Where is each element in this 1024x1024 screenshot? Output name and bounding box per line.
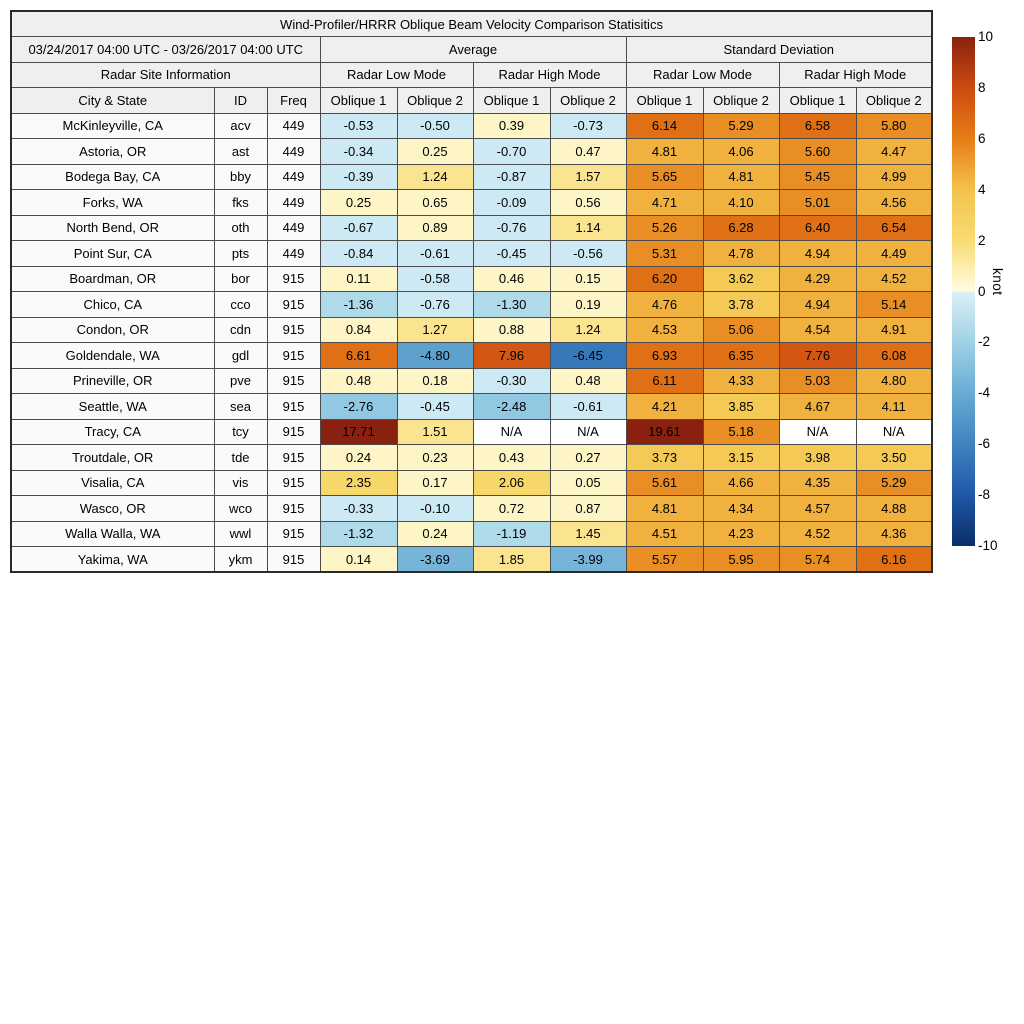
value-cell: 4.11 [856,394,932,420]
value-cell: 3.73 [626,445,703,471]
value-cell: 4.35 [779,470,856,496]
colorbar-tick-label: 4 [978,181,986,197]
freq-cell: 449 [267,190,320,216]
value-cell: 6.28 [703,215,779,241]
value-cell: 3.98 [779,445,856,471]
value-cell: -0.50 [397,113,473,139]
city-col-header: City & State [11,88,214,114]
value-cell: 3.78 [703,292,779,318]
value-cell: 5.29 [703,113,779,139]
value-cell: 0.88 [473,317,550,343]
value-cell: 4.91 [856,317,932,343]
value-cell: -0.53 [320,113,397,139]
value-cell: 4.88 [856,496,932,522]
table-row [11,368,932,394]
value-cell: 4.36 [856,521,932,547]
value-cell: 6.61 [320,343,397,369]
freq-cell: 915 [267,343,320,369]
average-group-header: Average [320,37,626,63]
freq-col-header: Freq [267,88,320,114]
table-title: Wind-Profiler/HRRR Oblique Beam Velocity Comparison Statisitics [11,11,932,37]
value-cell: 4.34 [703,496,779,522]
value-cell: -0.10 [397,496,473,522]
city-cell: Astoria, OR [11,139,214,165]
avg-low-mode-header: Radar Low Mode [320,62,473,88]
table-row [11,547,932,573]
value-cell: -1.36 [320,292,397,318]
freq-cell: 449 [267,113,320,139]
value-cell: 5.31 [626,241,703,267]
site-id-cell: tde [214,445,267,471]
table-row [11,343,932,369]
value-cell: -0.87 [473,164,550,190]
value-cell: 4.52 [779,521,856,547]
value-cell: 4.49 [856,241,932,267]
value-cell: 5.61 [626,470,703,496]
freq-cell: 449 [267,215,320,241]
value-cell: 4.23 [703,521,779,547]
value-cell: 19.61 [626,419,703,445]
value-cell: 4.67 [779,394,856,420]
value-cell: 5.01 [779,190,856,216]
colorbar-tick-label: -8 [978,487,991,503]
city-cell: Wasco, OR [11,496,214,522]
colorbar-tick-label: -6 [978,436,991,452]
freq-cell: 449 [267,241,320,267]
freq-cell: 449 [267,139,320,165]
oblique2-col-header: Oblique 2 [397,88,473,114]
value-cell: 0.24 [320,445,397,471]
value-cell: -0.09 [473,190,550,216]
value-cell: -0.61 [550,394,626,420]
value-cell: N/A [856,419,932,445]
value-cell: 4.94 [779,292,856,318]
value-cell: 5.80 [856,113,932,139]
freq-cell: 915 [267,368,320,394]
avg-high-mode-header: Radar High Mode [473,62,626,88]
value-cell: 5.45 [779,164,856,190]
site-id-cell: wco [214,496,267,522]
value-cell: 1.57 [550,164,626,190]
freq-cell: 915 [267,419,320,445]
table-row [11,266,932,292]
value-cell: 0.87 [550,496,626,522]
value-cell: 4.71 [626,190,703,216]
oblique1-col-header: Oblique 1 [320,88,397,114]
site-info-header: Radar Site Information [11,62,320,88]
value-cell: -3.69 [397,547,473,573]
city-cell: Chico, CA [11,292,214,318]
city-cell: Seattle, WA [11,394,214,420]
value-cell: 7.96 [473,343,550,369]
value-cell: 0.27 [550,445,626,471]
value-cell: -0.73 [550,113,626,139]
site-id-cell: cco [214,292,267,318]
value-cell: -0.45 [397,394,473,420]
oblique1-col-header: Oblique 1 [473,88,550,114]
value-cell: 4.29 [779,266,856,292]
stddev-group-header: Standard Deviation [626,37,932,63]
value-cell: 0.05 [550,470,626,496]
colorbar-tick-label: -2 [978,334,991,350]
value-cell: 5.57 [626,547,703,573]
colorbar-tick-label: -10 [978,538,998,553]
city-cell: North Bend, OR [11,215,214,241]
value-cell: 4.80 [856,368,932,394]
value-cell: -2.76 [320,394,397,420]
colorbar-unit-label: knot [990,268,1005,296]
table-row [11,113,932,139]
value-cell: 5.03 [779,368,856,394]
table-row [11,445,932,471]
value-cell: -0.61 [397,241,473,267]
value-cell: 4.81 [626,139,703,165]
city-cell: Prineville, OR [11,368,214,394]
freq-cell: 915 [267,394,320,420]
value-cell: 0.48 [320,368,397,394]
period-group-row [11,37,932,63]
value-cell: 0.17 [397,470,473,496]
table-row [11,496,932,522]
colorbar-tick-label: 2 [978,232,986,248]
freq-cell: 915 [267,292,320,318]
colorbar [952,37,975,546]
value-cell: 4.78 [703,241,779,267]
colorbar-tick-label: 10 [978,29,994,44]
colorbar-tick-label: 6 [978,130,986,146]
value-cell: 4.66 [703,470,779,496]
city-cell: Point Sur, CA [11,241,214,267]
value-cell: 1.85 [473,547,550,573]
value-cell: -0.58 [397,266,473,292]
value-cell: -1.32 [320,521,397,547]
stats-table [10,10,933,573]
value-cell: 6.14 [626,113,703,139]
value-cell: 5.18 [703,419,779,445]
oblique1-col-header: Oblique 1 [779,88,856,114]
value-cell: 4.81 [626,496,703,522]
freq-cell: 915 [267,470,320,496]
value-cell: 1.24 [397,164,473,190]
value-cell: 3.15 [703,445,779,471]
table-row [11,215,932,241]
value-cell: 4.52 [856,266,932,292]
value-cell: 4.51 [626,521,703,547]
value-cell: 4.94 [779,241,856,267]
freq-cell: 915 [267,521,320,547]
value-cell: N/A [473,419,550,445]
city-cell: Forks, WA [11,190,214,216]
value-cell: -0.56 [550,241,626,267]
colorbar-tick-label: 8 [978,79,986,95]
city-cell: Goldendale, WA [11,343,214,369]
colorbar-gradient [952,37,975,546]
city-cell: Tracy, CA [11,419,214,445]
value-cell: 5.95 [703,547,779,573]
oblique2-col-header: Oblique 2 [856,88,932,114]
value-cell: 4.54 [779,317,856,343]
value-cell: 0.25 [320,190,397,216]
table-row [11,394,932,420]
value-cell: -0.84 [320,241,397,267]
value-cell: 6.35 [703,343,779,369]
freq-cell: 915 [267,547,320,573]
table-row [11,470,932,496]
value-cell: 4.10 [703,190,779,216]
oblique2-col-header: Oblique 2 [703,88,779,114]
value-cell: 0.48 [550,368,626,394]
value-cell: 5.26 [626,215,703,241]
value-cell: 6.54 [856,215,932,241]
sd-high-mode-header: Radar High Mode [779,62,932,88]
value-cell: 4.81 [703,164,779,190]
city-cell: Yakima, WA [11,547,214,573]
site-id-cell: acv [214,113,267,139]
city-cell: Boardman, OR [11,266,214,292]
site-id-cell: bor [214,266,267,292]
value-cell: 6.40 [779,215,856,241]
value-cell: 4.53 [626,317,703,343]
id-col-header: ID [214,88,267,114]
sd-low-mode-header: Radar Low Mode [626,62,779,88]
colorbar-tick-label: 0 [978,283,986,299]
value-cell: 6.08 [856,343,932,369]
table-row [11,521,932,547]
value-cell: 1.24 [550,317,626,343]
freq-cell: 915 [267,317,320,343]
city-cell: Visalia, CA [11,470,214,496]
value-cell: -0.70 [473,139,550,165]
value-cell: 0.46 [473,266,550,292]
value-cell: 6.11 [626,368,703,394]
city-cell: Condon, OR [11,317,214,343]
value-cell: 6.58 [779,113,856,139]
value-cell: 1.45 [550,521,626,547]
value-cell: -1.19 [473,521,550,547]
value-cell: -1.30 [473,292,550,318]
freq-cell: 915 [267,266,320,292]
value-cell: 17.71 [320,419,397,445]
value-cell: 0.72 [473,496,550,522]
value-cell: 1.27 [397,317,473,343]
value-cell: -0.33 [320,496,397,522]
site-id-cell: cdn [214,317,267,343]
site-id-cell: ast [214,139,267,165]
value-cell: 0.19 [550,292,626,318]
table-row [11,190,932,216]
title-row [11,11,932,37]
site-id-cell: tcy [214,419,267,445]
value-cell: 4.57 [779,496,856,522]
value-cell: 1.14 [550,215,626,241]
value-cell: -3.99 [550,547,626,573]
value-cell: -0.39 [320,164,397,190]
value-cell: 0.43 [473,445,550,471]
value-cell: 6.16 [856,547,932,573]
value-cell: 6.20 [626,266,703,292]
site-id-cell: oth [214,215,267,241]
site-id-cell: ykm [214,547,267,573]
site-id-cell: wwl [214,521,267,547]
value-cell: 2.35 [320,470,397,496]
freq-cell: 915 [267,496,320,522]
value-cell: 4.33 [703,368,779,394]
value-cell: 0.65 [397,190,473,216]
value-cell: 0.24 [397,521,473,547]
site-id-cell: pts [214,241,267,267]
site-id-cell: gdl [214,343,267,369]
value-cell: 3.62 [703,266,779,292]
value-cell: 0.23 [397,445,473,471]
value-cell: 0.15 [550,266,626,292]
colorbar-tick-label: -4 [978,385,991,401]
table-row [11,292,932,318]
site-id-cell: sea [214,394,267,420]
table-row [11,164,932,190]
city-cell: Walla Walla, WA [11,521,214,547]
value-cell: 0.11 [320,266,397,292]
value-cell: 6.93 [626,343,703,369]
value-cell: 3.50 [856,445,932,471]
value-cell: 5.06 [703,317,779,343]
value-cell: 2.06 [473,470,550,496]
value-cell: 0.89 [397,215,473,241]
value-cell: N/A [779,419,856,445]
value-cell: 1.51 [397,419,473,445]
value-cell: -0.30 [473,368,550,394]
freq-cell: 449 [267,164,320,190]
table-row [11,241,932,267]
value-cell: 5.65 [626,164,703,190]
value-cell: 4.99 [856,164,932,190]
city-cell: Troutdale, OR [11,445,214,471]
city-cell: McKinleyville, CA [11,113,214,139]
table-row [11,419,932,445]
period-label: 03/24/2017 04:00 UTC - 03/26/2017 04:00 UTC [11,37,320,63]
value-cell: 4.21 [626,394,703,420]
value-cell: -0.34 [320,139,397,165]
site-id-cell: vis [214,470,267,496]
mode-row [11,62,932,88]
value-cell: 0.18 [397,368,473,394]
value-cell: -2.48 [473,394,550,420]
city-cell: Bodega Bay, CA [11,164,214,190]
freq-cell: 915 [267,445,320,471]
value-cell: -6.45 [550,343,626,369]
value-cell: 4.06 [703,139,779,165]
value-cell: 0.47 [550,139,626,165]
value-cell: -0.76 [397,292,473,318]
oblique1-col-header: Oblique 1 [626,88,703,114]
value-cell: 5.14 [856,292,932,318]
value-cell: 0.56 [550,190,626,216]
value-cell: N/A [550,419,626,445]
value-cell: 4.47 [856,139,932,165]
column-header-row [11,88,932,114]
value-cell: 0.14 [320,547,397,573]
value-cell: -0.67 [320,215,397,241]
value-cell: 0.25 [397,139,473,165]
value-cell: 4.76 [626,292,703,318]
value-cell: 5.29 [856,470,932,496]
oblique2-col-header: Oblique 2 [550,88,626,114]
value-cell: -0.76 [473,215,550,241]
value-cell: 7.76 [779,343,856,369]
site-id-cell: pve [214,368,267,394]
value-cell: 3.85 [703,394,779,420]
value-cell: 0.39 [473,113,550,139]
value-cell: -0.45 [473,241,550,267]
value-cell: 5.60 [779,139,856,165]
table-row [11,139,932,165]
value-cell: -4.80 [397,343,473,369]
site-id-cell: bby [214,164,267,190]
value-cell: 4.56 [856,190,932,216]
value-cell: 0.84 [320,317,397,343]
table-row [11,317,932,343]
value-cell: 5.74 [779,547,856,573]
site-id-cell: fks [214,190,267,216]
